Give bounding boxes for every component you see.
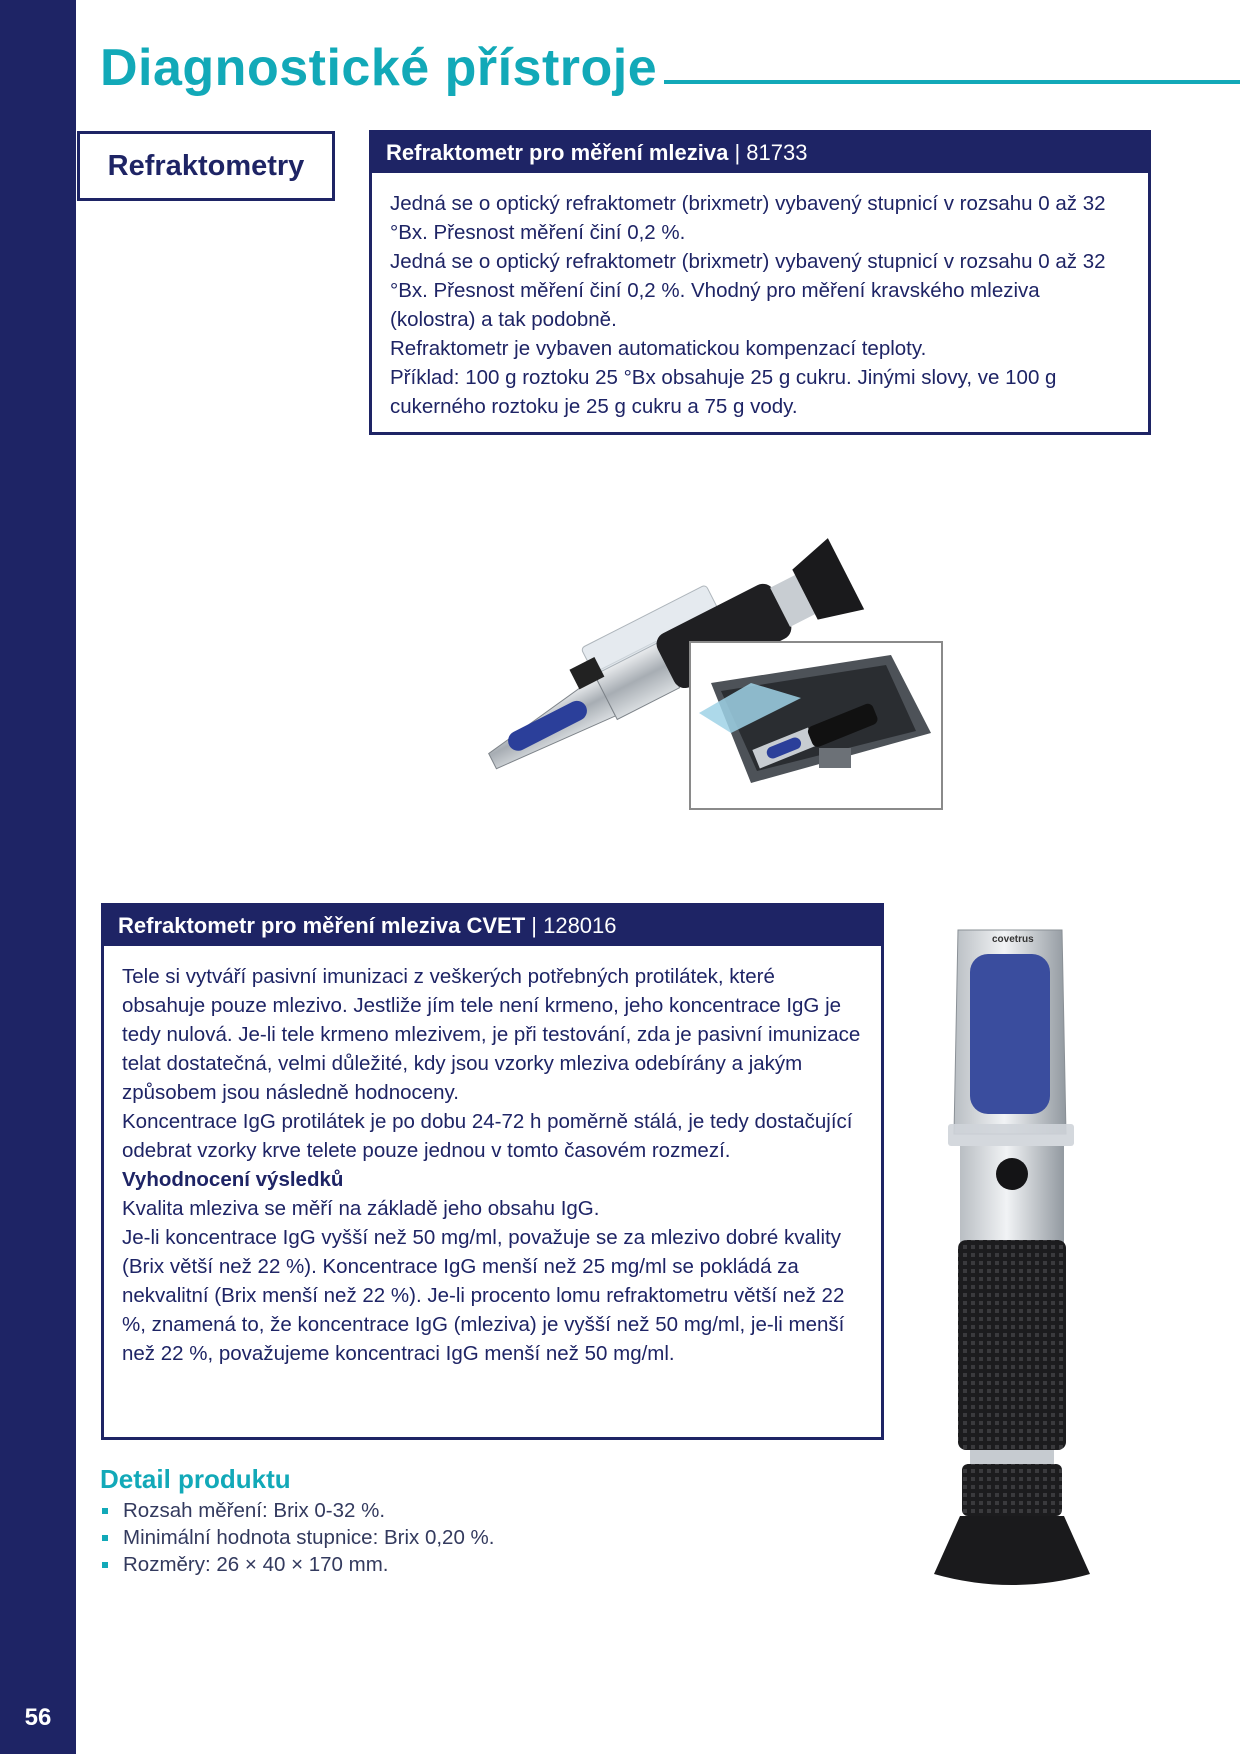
description-paragraph: Tele si vytváří pasivní imunizaci z veškerých potřebných protilátek, které obsahuje pouze mlezivo. Jestliže jím tele není krmeno, jeho koncentrace IgG je tedy nulová. Je-li tele krmeno mlezivem, je při testování, zda je pasivní imunizace telat dostatečná, velmi důležité, kdy jsou vzorky mleziva odebírány a jakým způsobem jsou následně hodnoceny. bbox=[122, 965, 861, 1104]
refractometer-case-photo bbox=[689, 641, 943, 810]
product-box-81733 bbox=[369, 130, 1151, 435]
page-number: 56 bbox=[24, 1704, 52, 1731]
page-title: Diagnostické přístroje bbox=[100, 39, 658, 97]
list-item: Rozměry: 26 × 40 × 170 mm. bbox=[100, 1551, 494, 1578]
product-header bbox=[104, 906, 881, 946]
product-description bbox=[104, 946, 881, 1380]
description-paragraph: Jedná se o optický refraktometr (brixmetr) vybavený stupnicí v rozsahu 0 až 32 °Bx. Přesnost měření činí 0,2 %. bbox=[390, 192, 1106, 244]
product-code: | 81733 bbox=[734, 140, 808, 165]
description-paragraph: Je-li koncentrace IgG vyšší než 50 mg/ml, považuje se za mlezivo dobré kvality (Brix větší než 22 %). Koncentrace IgG menší než 25 mg/ml se pokládá za nekvalitní (Brix menší než 22 %). Je-li procento lomu refraktometru větší než 22 %, znamená to, že koncentrace IgG (mleziva) je vyšší než 50 mg/ml, je-li menší než 22 %, považujeme koncentraci IgG menší než 50 mg/ml. bbox=[122, 1226, 845, 1365]
product-box-128016 bbox=[101, 903, 884, 1440]
description-paragraph: Příklad: 100 g roztoku 25 °Bx obsahuje 25 g cukru. Jinými slovy, ve 100 g cukerného roztoku je 25 g cukru a 75 g vody. bbox=[390, 366, 1057, 418]
description-paragraph: Jedná se o optický refraktometr (brixmetr) vybavený stupnicí v rozsahu 0 až 32 °Bx. Přesnost měření činí 0,2 %. Vhodný pro měření kravského mleziva (kolostra) a tak podobně. bbox=[390, 250, 1106, 331]
category-label: Refraktometry bbox=[77, 131, 335, 201]
detail-title: Detail produktu bbox=[100, 1464, 291, 1494]
description-paragraph: Kvalita mleziva se měří na základě jeho obsahu IgG. bbox=[122, 1197, 600, 1220]
product-name: Refraktometr pro měření mleziva CVET bbox=[118, 913, 526, 938]
description-paragraph: Koncentrace IgG protilátek je po dobu 24-72 h poměrně stálá, je tedy dostačující odebrat vzorky krve telete pouze jednou v tomto časovém rozmezí. bbox=[122, 1110, 853, 1162]
detail-list bbox=[100, 1497, 494, 1578]
sidebar-band bbox=[0, 0, 76, 1754]
refractometer-cvet-photo bbox=[930, 924, 1100, 1594]
product-name: Refraktometr pro měření mleziva bbox=[386, 140, 729, 165]
product-description bbox=[372, 173, 1148, 433]
results-heading: Vyhodnocení výsledků bbox=[122, 1168, 344, 1191]
product-code: | 128016 bbox=[531, 913, 617, 938]
product-header bbox=[372, 133, 1148, 173]
description-paragraph: Refraktometr je vybaven automatickou kompenzací teploty. bbox=[390, 337, 927, 360]
list-item: Minimální hodnota stupnice: Brix 0,20 %. bbox=[100, 1524, 494, 1551]
list-item: Rozsah měření: Brix 0-32 %. bbox=[100, 1497, 494, 1524]
title-rule bbox=[664, 80, 1240, 84]
brand-logo: covetrus bbox=[992, 934, 1034, 945]
